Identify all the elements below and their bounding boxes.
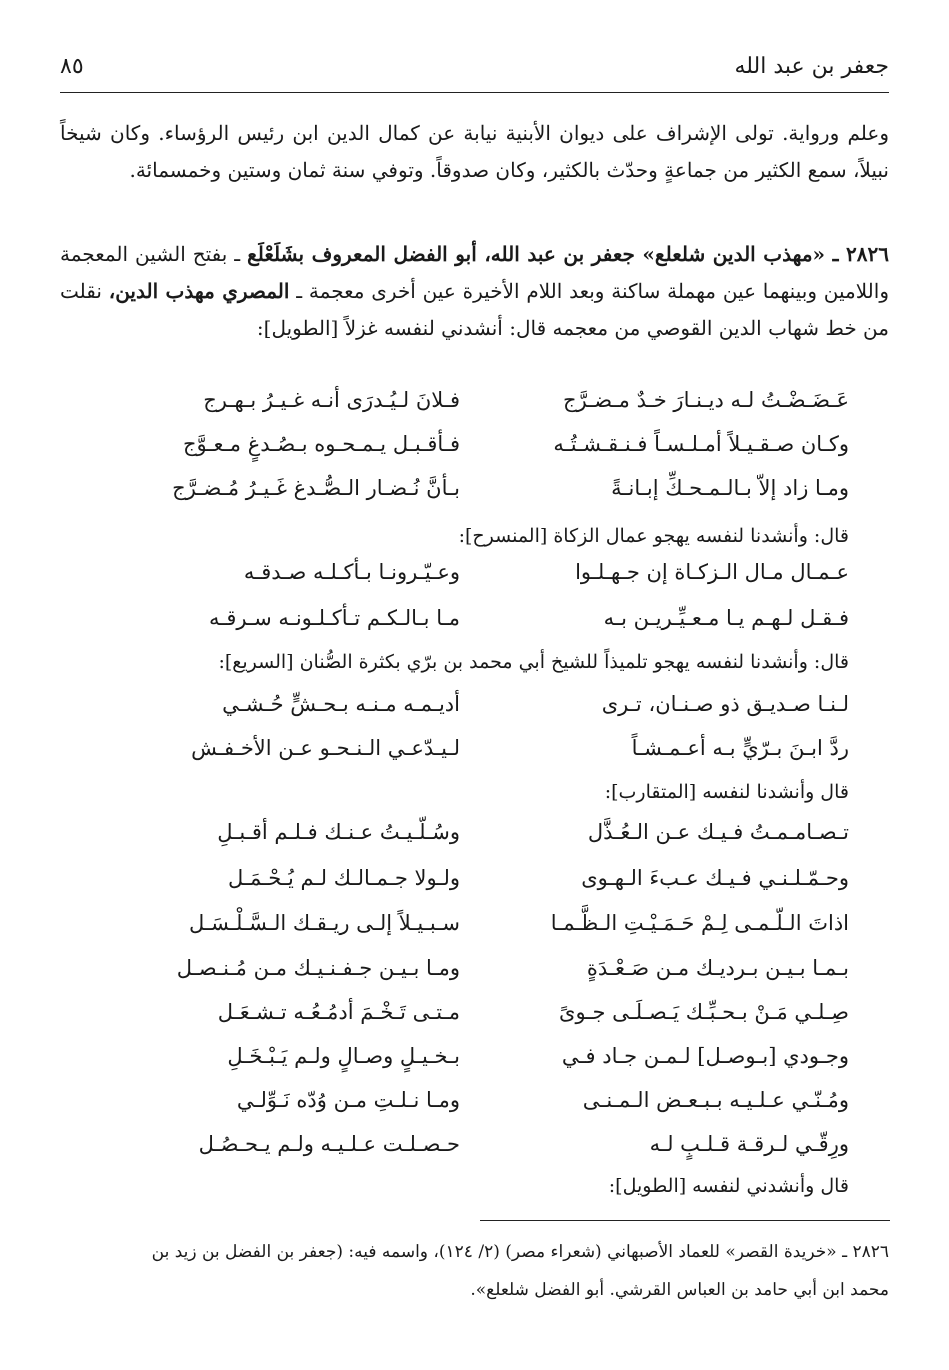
verse (100, 596, 849, 640)
verse-first-hemistich: بـمـا بـيـن بـرديـك مـن صَـعْـدَةٍ (586, 956, 849, 980)
verse-first-hemistich: عَـضَـضْـتُ لـه ديـنـارَ خـدٌ مـضـرَّج (563, 388, 849, 412)
verse-second-hemistich: ومـا بـيـن جـفـنـيـك مـن مُـنـصـل (176, 956, 460, 980)
page-header (60, 48, 889, 88)
verse-first-hemistich: تـصـامـمـتُ فـيـك عـن الـعُـذَّل (587, 820, 849, 844)
verse (100, 466, 849, 510)
verse-second-hemistich: حـصـلـت عـلـيـه ولـم يـحـصُـل (198, 1132, 460, 1156)
running-title: جعفر بن عبد الله (734, 54, 889, 79)
verse-second-hemistich: سـبـيـلاً إلـى ريـقـك الـسَّـلْـسَـل (189, 911, 460, 935)
meter-label: [الطويل]: (256, 316, 339, 340)
verse-first-hemistich: وكـان صـقـيـلاً أمـلـسـاً فـنـقـشـتُـه (553, 432, 849, 456)
verse-second-hemistich: أديـمـه مـنـه بـحـشٍّ حُـشـي (222, 692, 460, 716)
footnote (60, 1233, 889, 1309)
verse-first-hemistich: ومـا زاد إلاّ بـالـمـحـكِّ إبـانـةً (611, 476, 849, 500)
entry-text-2: نقلت من خط شهاب الدين القوصي من معجمه قال: أنشدني لنفسه غزلاً (60, 279, 889, 340)
verse-second-hemistich: ولـولا جـمـالـك لـم يُـحْـمَـل (227, 866, 460, 890)
poem-intro: قال وأنشدنا لنفسه [المتقارب]: (604, 781, 849, 803)
verse-second-hemistich: وسُـلّـيـتُ عـنـك فـلـم أقـبـلِ (217, 820, 460, 844)
verse-first-hemistich: اذاتَ الـلّـمـى لِـمْ حَـمَـيْـتِ الـظَّـمـا (550, 911, 849, 935)
verse (100, 856, 849, 900)
verse (100, 990, 849, 1034)
poem-intro: قال: وأنشدنا لنفسه يهجو تلميذاً للشيخ أبي محمد بن برّي بكثرة الصُّنان [السريع]: (218, 651, 849, 673)
verse (100, 1034, 849, 1078)
verse-first-hemistich: صِـلـي مَـنْ بـحـبِّـك يَـصـلَـى جـوىً (559, 1000, 849, 1024)
poem-intro: قال وأنشدني لنفسه [الطويل]: (608, 1175, 849, 1197)
verse-first-hemistich: ورِقّـي لـرقـة قـلـبٍ لـه (649, 1132, 849, 1156)
verse (100, 550, 849, 594)
footnote-line: محمد ابن أبي حامد بن العباس القرشي. أبو الفضل شلعلع». (470, 1280, 889, 1300)
page-number: ٨٥ (60, 54, 84, 79)
verse-second-hemistich: بـخـيـلٍ وصـالٍ ولـم يَـبْـخَـلِ (227, 1044, 460, 1068)
verse (100, 422, 849, 466)
verse-second-hemistich: بـأنَّ نُـضـار الـصُّـدغ غَـيـرُ مُـضـرَّج (172, 476, 460, 500)
verse-first-hemistich: عـمـال مـال الـزكـاة إن جـهـلـوا (575, 560, 849, 584)
verse-first-hemistich: وجـودي [بـوصـل] لـمـن جـاد فـي (561, 1044, 849, 1068)
verse (100, 726, 849, 770)
entry-heading: ٢٨٢٦ ـ «مهذب الدين شلعلع» جعفر بن عبد الله، أبو الفضل المعروف بشَلَعْلَع (247, 242, 889, 266)
verse-first-hemistich: لـنـا صـديـق ذو صـنـان، تـرى (601, 692, 849, 716)
verse-first-hemistich: فـقـل لـهـم يـا مـعـيِّـريـن بـه (603, 606, 849, 630)
verse-first-hemistich: ردَّ ابـنَ بـرّيٍّ بـه أعـمـشـاً (631, 736, 849, 760)
verse (100, 901, 849, 945)
verse-second-hemistich: فـأقـبـل يـمـحـوه بـصُـدغٍ مـعـوَّج (182, 432, 460, 456)
verse-second-hemistich: مـتـى تَـخْـمَ أدمُـعُـه تـشـعَـل (217, 1000, 460, 1024)
verse-first-hemistich: ومُـنّـي عـلـيـه بـبـعـض الـمـنـى (582, 1088, 849, 1112)
verse (100, 1122, 849, 1166)
entry-text-1: ـ بفتح الشين المعجمة واللامين وبينهما عين مهملة ساكنة وبعد اللام الأخيرة عين أخرى معجمة ـ (60, 242, 889, 303)
verse (100, 1078, 849, 1122)
verse (100, 378, 849, 422)
paragraph-biography-end: وعلم ورواية. تولى الإشراف على ديوان الأبنية نيابة عن كمال الدين ابن رئيس الرؤساء. وكان شيخاً نبيلاً، سمع الكثير من جماعةٍ وحدّث بالكثير، وكان صدوقاً. وتوفي سنة ثمان وستين وخمسمائة. (60, 121, 889, 182)
verse (100, 682, 849, 726)
footnote-rule (480, 1220, 890, 1221)
footnote-line: ٢٨٢٦ ـ «خريدة القصر» للعماد الأصبهاني (شعراء مصر) (٢/ ١٢٤)، واسمه فيه: (جعفر بن الفضل بن زيد بن (151, 1242, 889, 1262)
verse-second-hemistich: وعـيّـرونـا بـأكـلـه صـدقـه (243, 560, 460, 584)
entry-bold-name: المصري مهذب الدين، (108, 279, 290, 303)
verse-second-hemistich: فـلانَ لـيُـدرَى أنـه غـيـرُ بـهـرج (203, 388, 460, 412)
verse (100, 810, 849, 854)
entry-2826 (60, 236, 889, 347)
poem-intro: قال: وأنشدنا لنفسه يهجو عمال الزكاة [المنسرح]: (458, 525, 849, 547)
verse-first-hemistich: وحـمّـلـنـي فـيـك عـبءَ الـهـوى (581, 866, 849, 890)
verse-second-hemistich: ومـا نـلـتِ مـن وُدّه نَـوِّلـي (236, 1088, 460, 1112)
verse-second-hemistich: لـيـدّعـي الـنـحـو عـن الأخـفـش (191, 736, 460, 760)
verse (100, 946, 849, 990)
header-rule (60, 92, 889, 93)
verse-second-hemistich: مـا بـالـكـم تـأكـلـونـه سـرقـه (208, 606, 460, 630)
